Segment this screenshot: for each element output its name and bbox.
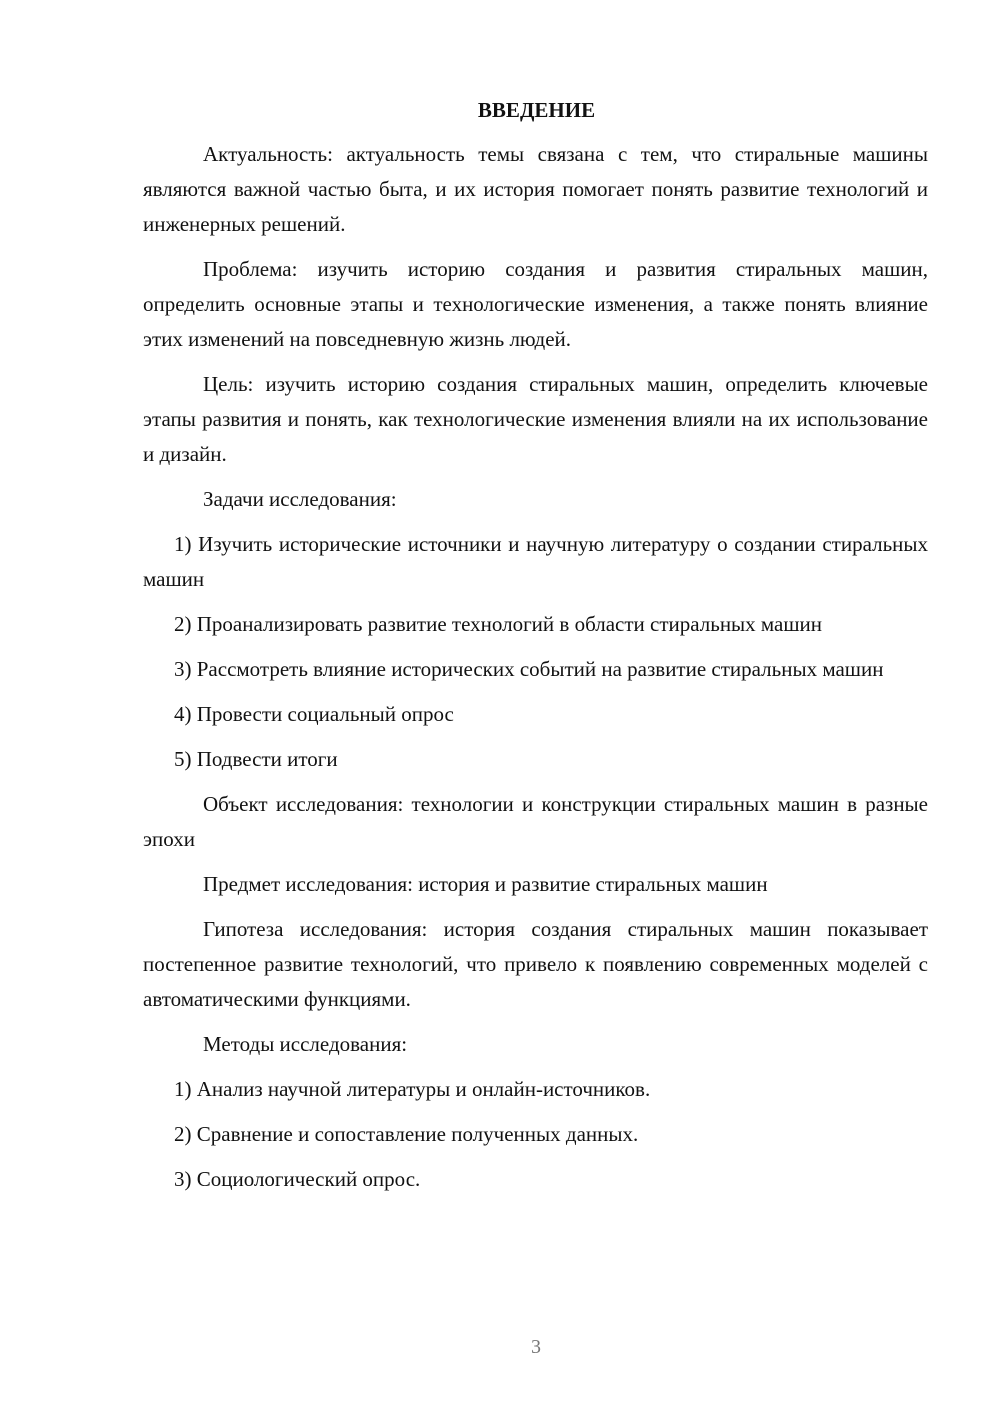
page-number: 3 [531, 1336, 541, 1358]
task-item: 1) Изучить исторические источники и научную литературу о создании стиральных машин [143, 532, 928, 591]
problem-paragraph: Проблема: изучить историю создания и развития стиральных машин, определить основные этапы и технологические изменения, а также понять влияние этих изменений на повседневную жизнь людей. [143, 257, 928, 351]
page-content [143, 95, 928, 1207]
task-item: 2) Проанализировать развитие технологий в области стиральных машин [174, 612, 823, 636]
subject-paragraph: Предмет исследования: история и развитие стиральных машин [203, 872, 768, 896]
method-item: 3) Социологический опрос. [174, 1167, 421, 1191]
methods-heading: Методы исследования: [203, 1032, 408, 1056]
goal-paragraph: Цель: изучить историю создания стиральных машин, определить ключевые этапы развития и понять, как технологические изменения влияли на их использование и дизайн. [143, 372, 928, 466]
task-item: 4) Провести социальный опрос [174, 702, 454, 726]
tasks-heading: Задачи исследования: [203, 487, 397, 511]
section-title: ВВЕДЕНИЕ [477, 98, 596, 122]
actuality-paragraph: Актуальность: актуальность темы связана с тем, что стиральные машины являются важной частью быта, и их история помогает понять развитие технологий и инженерных решений. [143, 142, 928, 236]
method-item: 1) Анализ научной литературы и онлайн-источников. [174, 1077, 651, 1101]
task-item: 3) Рассмотреть влияние исторических событий на развитие стиральных машин [174, 657, 884, 681]
task-item: 5) Подвести итоги [174, 747, 338, 771]
method-item: 2) Сравнение и сопоставление полученных данных. [174, 1122, 639, 1146]
hypothesis-paragraph: Гипотеза исследования: история создания стиральных машин показывает постепенное развитие технологий, что привело к появлению современных моделей с автоматическими функциями. [143, 917, 928, 1011]
object-paragraph: Объект исследования: технологии и конструкции стиральных машин в разные эпохи [143, 792, 928, 851]
